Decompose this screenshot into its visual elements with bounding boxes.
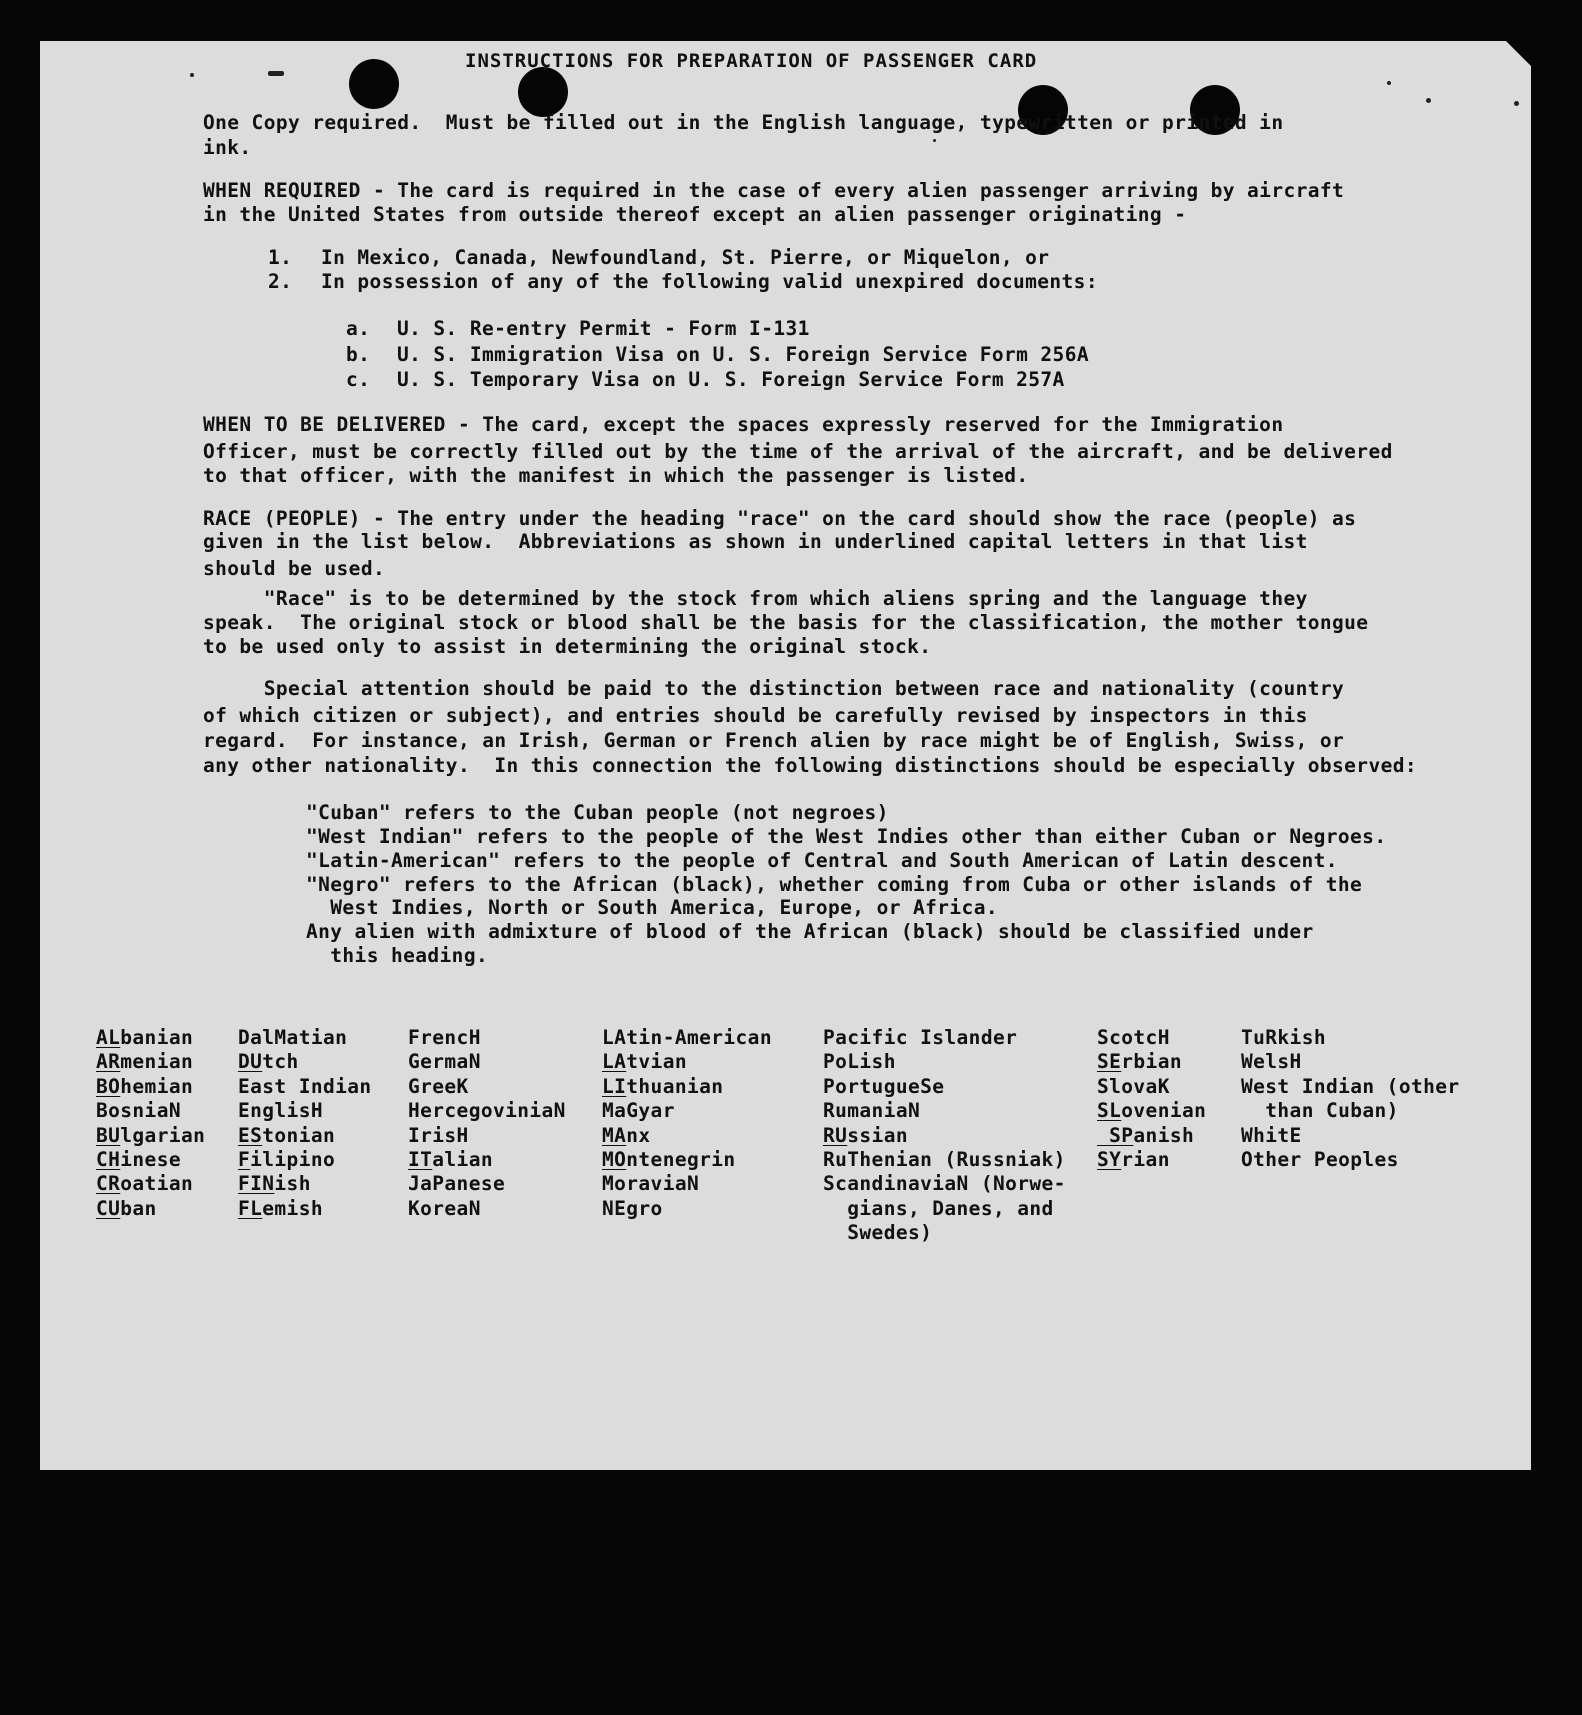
race-people-line: given in the list below. Abbreviations as shown in underlined capital letters in that list (203, 530, 1308, 553)
race-list-column (823, 1026, 1066, 1246)
race-list-item: JaPanese (408, 1172, 506, 1196)
when-required-line: in the United States from outside thereof except an alien passenger originating - (203, 203, 1187, 226)
race-name-rest: thuanian (626, 1074, 724, 1098)
race-abbreviation: FL (238, 1196, 263, 1220)
race-list-item (408, 1148, 566, 1172)
distinction-line: "Cuban" refers to the Cuban people (not negroes) (306, 801, 889, 824)
race-abbreviation: LA (602, 1050, 627, 1074)
race-name-rest: hemian (120, 1074, 194, 1098)
race-list-item: PortugueSe (823, 1074, 945, 1098)
paper-speck (1514, 101, 1519, 106)
race-list-column (96, 1026, 205, 1221)
race-list-item: IrisH (408, 1123, 469, 1147)
race-list-column (602, 1026, 772, 1221)
special-attention-line: Special attention should be paid to the distinction between race and nationality (country (203, 677, 1345, 700)
race-name-rest: tvian (626, 1050, 687, 1074)
race-abbreviation: SE (1097, 1050, 1122, 1074)
race-determined-line: to be used only to assist in determining the original stock. (203, 635, 932, 658)
when-delivered-line: Officer, must be correctly filled out by the time of the arrival of the aircraft, and be delivered (203, 440, 1393, 463)
race-list-item: Pacific Islander (823, 1026, 1018, 1049)
when-delivered-line: to that officer, with the manifest in which the passenger is listed. (203, 464, 1029, 487)
race-list-item: KoreaN (408, 1196, 481, 1220)
document-title: INSTRUCTIONS FOR PREPARATION OF PASSENGER CARD (465, 50, 1038, 72)
race-people-line: RACE (PEOPLE) - The entry under the heading "race" on the card should show the race (people) as (203, 507, 1357, 530)
special-attention-line: of which citizen or subject), and entries should be carefully revised by inspectors in this (203, 704, 1308, 727)
race-list-item: PoLish (823, 1050, 896, 1074)
race-list-item: RuThenian (Russniak) (823, 1147, 1066, 1171)
race-list-item: EnglisH (238, 1099, 323, 1123)
paper-speck (190, 73, 194, 77)
numbered-item-text: In possession of any of the following valid unexpired documents: (321, 270, 1098, 293)
race-abbreviation: MO (602, 1147, 627, 1171)
race-abbreviation: MA (602, 1123, 627, 1147)
race-name-rest: lgarian (120, 1123, 206, 1147)
punch-hole (518, 67, 568, 117)
race-list-item (96, 1197, 205, 1221)
race-name-rest: tch (262, 1050, 299, 1074)
race-list-item: GreeK (408, 1074, 469, 1098)
punch-hole (349, 59, 399, 109)
race-list-column (1241, 1026, 1460, 1172)
distinction-line: Any alien with admixture of blood of the African (black) should be classified under (306, 920, 1314, 943)
race-abbreviation: IT (408, 1147, 433, 1171)
race-name-rest: banian (120, 1026, 194, 1049)
race-name-rest: oatian (120, 1172, 194, 1196)
race-name-rest: ovenian (1121, 1099, 1207, 1123)
race-list-item (1097, 1124, 1206, 1148)
race-list-item (1097, 1148, 1206, 1172)
race-list-item: gians, Danes, and (823, 1196, 1054, 1220)
intro-line: ink. (203, 136, 252, 159)
race-list-item: NEgro (602, 1196, 663, 1220)
race-list-item (96, 1050, 205, 1074)
special-attention-line: regard. For instance, an Irish, German or French alien by race might be of English, Swiss, or (203, 729, 1345, 752)
race-list-item (823, 1124, 1066, 1148)
race-name-rest: inese (120, 1147, 181, 1171)
race-abbreviation: FIN (238, 1172, 275, 1196)
race-abbreviation: RU (823, 1123, 848, 1147)
lettered-item-text: U. S. Immigration Visa on U. S. Foreign Service Form 256A (397, 343, 1089, 366)
special-attention-line: any other nationality. In this connection the following distinctions should be especially observed: (203, 754, 1417, 777)
race-abbreviation: AL (96, 1026, 121, 1049)
race-list-column (408, 1026, 566, 1221)
race-abbreviation: BU (96, 1123, 121, 1147)
passenger-card-instructions-sheet (40, 41, 1531, 1470)
race-abbreviation: CR (96, 1172, 121, 1196)
lettered-item-letter: b. (346, 343, 371, 366)
when-delivered-line: WHEN TO BE DELIVERED - The card, except the spaces expressly reserved for the Immigration (203, 413, 1284, 436)
race-determined-line: "Race" is to be determined by the stock from which aliens spring and the language they (203, 587, 1308, 610)
race-abbreviation: F (238, 1147, 251, 1171)
folded-corner (1506, 41, 1532, 67)
race-list-item (96, 1026, 205, 1050)
numbered-item-number: 2. (268, 270, 293, 293)
race-abbreviation: SL (1097, 1099, 1122, 1123)
race-name-rest: alian (432, 1147, 493, 1171)
race-list-item: East Indian (238, 1074, 372, 1098)
race-name-rest: tonian (262, 1123, 336, 1147)
race-list-column (238, 1026, 372, 1221)
race-name-rest: ish (274, 1172, 311, 1196)
race-people-line: should be used. (203, 557, 386, 580)
lettered-item-letter: c. (346, 368, 371, 391)
distinction-line: "Latin-American" refers to the people of Central and South American of Latin descent. (306, 849, 1338, 872)
race-list-item (602, 1124, 772, 1148)
race-name-rest: ntenegrin (626, 1147, 736, 1171)
race-list-item: West Indian (other (1241, 1074, 1460, 1098)
race-list-item (238, 1124, 372, 1148)
race-list-item: Swedes) (823, 1221, 933, 1245)
race-list-item (1097, 1099, 1206, 1123)
paper-speck (1426, 98, 1431, 103)
lettered-item-text: U. S. Temporary Visa on U. S. Foreign Service Form 257A (397, 368, 1065, 391)
race-determined-line: speak. The original stock or blood shall be the basis for the classification, the mother tongue (203, 611, 1369, 634)
race-list-item (238, 1050, 372, 1074)
race-list-item (238, 1197, 372, 1221)
race-list-item: RumaniaN (823, 1099, 921, 1123)
race-list-item: LAtin-American (602, 1026, 772, 1049)
distinction-line: this heading. (306, 944, 489, 967)
race-abbreviation: LI (602, 1074, 627, 1098)
race-list-item: TuRkish (1241, 1026, 1326, 1049)
race-name-rest: ssian (847, 1123, 908, 1147)
race-name-rest: emish (262, 1196, 323, 1220)
race-list-item: WelsH (1241, 1050, 1302, 1074)
race-list-item (602, 1148, 772, 1172)
race-list-item (238, 1172, 372, 1196)
race-name-rest: ban (120, 1196, 157, 1220)
race-list-item (238, 1148, 372, 1172)
race-list-item (96, 1075, 205, 1099)
race-list-item: MaGyar (602, 1099, 675, 1123)
numbered-item-number: 1. (268, 246, 293, 269)
race-abbreviation: CU (96, 1196, 121, 1220)
race-list-item (96, 1172, 205, 1196)
race-abbreviation: DU (238, 1050, 263, 1074)
race-abbreviation: SP (1097, 1123, 1134, 1147)
race-list-item: Other Peoples (1241, 1147, 1399, 1171)
lettered-item-text: U. S. Re-entry Permit - Form I-131 (397, 317, 810, 340)
paper-speck (933, 139, 936, 142)
race-abbreviation: BO (96, 1074, 121, 1098)
race-list-item: ScandinaviaN (Norwe- (823, 1172, 1066, 1196)
race-abbreviation: SY (1097, 1147, 1122, 1171)
race-list-item: than Cuban) (1241, 1099, 1399, 1123)
race-abbreviation: CH (96, 1147, 121, 1171)
race-name-rest: ilipino (250, 1147, 336, 1171)
race-list-item: FrencH (408, 1026, 481, 1049)
race-list-item: MoraviaN (602, 1172, 700, 1196)
race-list-item: HercegoviniaN (408, 1099, 566, 1123)
intro-line: One Copy required. Must be filled out in the English language, typewritten or printed in (203, 111, 1284, 134)
lettered-item-letter: a. (346, 317, 371, 340)
race-list-item (96, 1148, 205, 1172)
race-name-rest: anish (1133, 1123, 1195, 1147)
when-required-line: WHEN REQUIRED - The card is required in the case of every alien passenger arriving by aircraft (203, 179, 1345, 202)
race-name-rest: nx (626, 1123, 651, 1147)
paper-speck (268, 71, 284, 76)
race-name-rest: menian (120, 1050, 194, 1074)
race-list-item: ScotcH (1097, 1026, 1170, 1049)
race-list-column (1097, 1026, 1206, 1172)
distinction-line: "Negro" refers to the African (black), whether coming from Cuba or other islands of the (306, 873, 1363, 896)
race-abbreviation: AR (96, 1050, 121, 1074)
race-name-rest: rbian (1121, 1050, 1182, 1074)
race-name-rest: rian (1121, 1147, 1170, 1171)
race-list-item (96, 1124, 205, 1148)
race-list-item (602, 1050, 772, 1074)
race-list-item: BosniaN (96, 1099, 181, 1123)
paper-speck (1387, 81, 1391, 85)
numbered-item-text: In Mexico, Canada, Newfoundland, St. Pierre, or Miquelon, or (321, 246, 1050, 269)
distinction-line: West Indies, North or South America, Europe, or Africa. (306, 896, 998, 919)
race-abbreviation: ES (238, 1123, 263, 1147)
race-list-item: DalMatian (238, 1026, 348, 1049)
race-list-item: GermaN (408, 1050, 481, 1074)
race-list-item: SlovaK (1097, 1074, 1170, 1098)
race-list-item (602, 1075, 772, 1099)
race-list-item (1097, 1050, 1206, 1074)
distinction-line: "West Indian" refers to the people of the West Indies other than either Cuban or Negroes. (306, 825, 1387, 848)
race-list-item: WhitE (1241, 1123, 1302, 1147)
